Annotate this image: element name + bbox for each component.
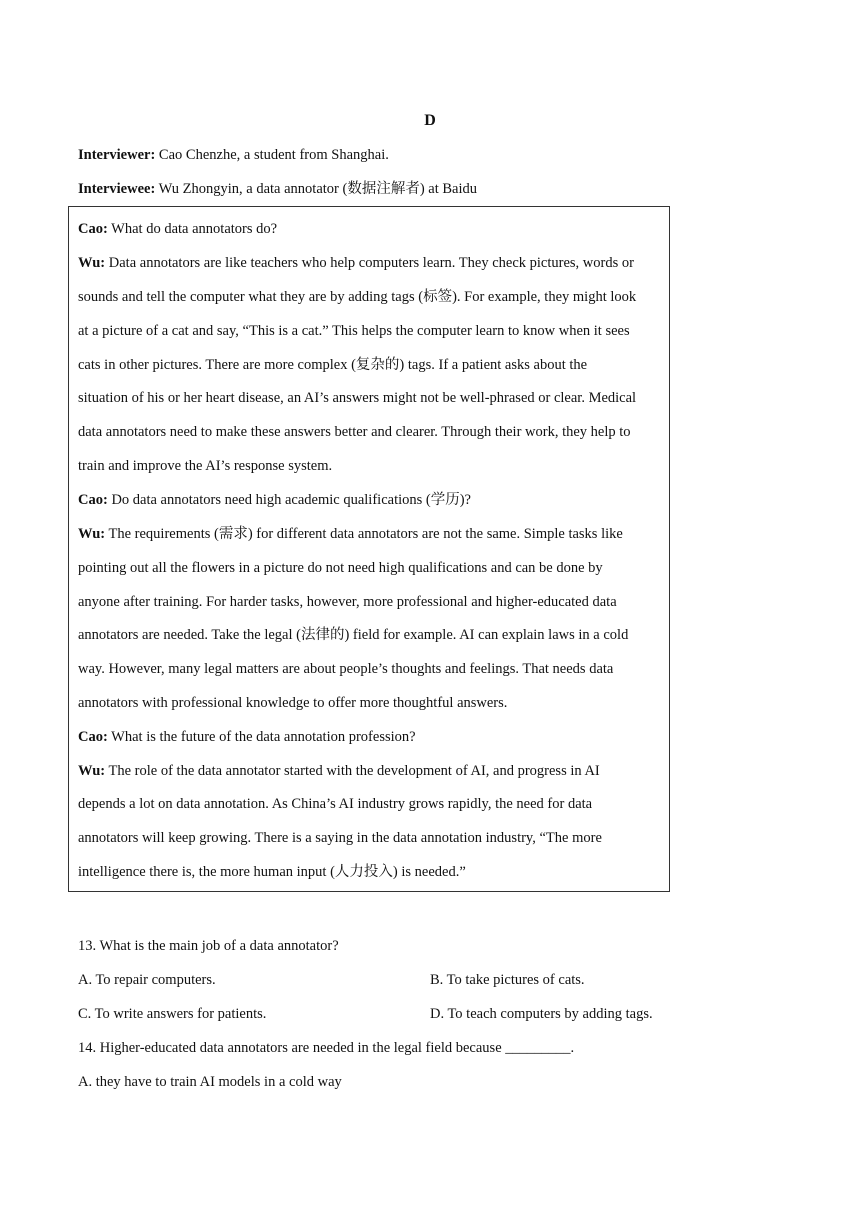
interviewer-text: Cao Chenzhe, a student from Shanghai. <box>155 147 389 163</box>
section-title: D <box>424 112 436 129</box>
question-14-option-a: A. they have to train AI models in a cold way <box>78 1074 342 1090</box>
question-13-option-c: C. To write answers for patients. <box>78 1006 267 1022</box>
dialogue-text: Do data annotators need high academic qualifications (学历)? <box>107 492 471 508</box>
question-13-option-b: B. To take pictures of cats. <box>430 972 585 988</box>
dialogue-line: pointing out all the flowers in a picture do not need high qualifications and can be done by <box>78 560 603 576</box>
dialogue-line: cats in other pictures. There are more complex (复杂的) tags. If a patient asks about the <box>78 357 588 373</box>
dialogue-line <box>78 253 634 273</box>
question-14-stem: 14. Higher-educated data annotators are needed in the legal field because _________. <box>78 1040 575 1056</box>
dialogue-line: annotators are needed. Take the legal (法律的) field for example. AI can explain laws in a cold <box>78 627 629 643</box>
dialogue-line: way. However, many legal matters are about people’s thoughts and feelings. That needs data <box>78 661 614 677</box>
dialogue-line <box>78 490 471 510</box>
dialogue-line: annotators will keep growing. There is a saying in the data annotation industry, “The more <box>78 830 602 846</box>
dialogue-text: Data annotators are like teachers who help computers learn. They check pictures, words or <box>105 255 634 271</box>
dialogue-line: at a picture of a cat and say, “This is a cat.” This helps the computer learn to know when it sees <box>78 323 630 339</box>
dialogue-line: annotators with professional knowledge to offer more thoughtful answers. <box>78 695 508 711</box>
speaker-label: Cao: <box>78 729 108 745</box>
dialogue-line <box>78 219 277 239</box>
interview-box <box>68 206 670 892</box>
dialogue-line: situation of his or her heart disease, an AI’s answers might not be well-phrased or clear. Medical <box>78 390 637 406</box>
dialogue-line: data annotators need to make these answers better and clearer. Through their work, they help to <box>78 424 631 440</box>
interviewee-text: Wu Zhongyin, a data annotator (数据注解者) at Baidu <box>155 181 478 197</box>
interviewer-label: Interviewer: <box>78 147 156 163</box>
speaker-label: Wu: <box>78 255 106 271</box>
dialogue-line <box>78 727 416 747</box>
dialogue-text: What is the future of the data annotation profession? <box>107 729 416 745</box>
dialogue-text: What do data annotators do? <box>107 221 278 237</box>
dialogue-line: depends a lot on data annotation. As China’s AI industry grows rapidly, the need for data <box>78 796 593 812</box>
speaker-label: Wu: <box>78 763 106 779</box>
question-13-option-d: D. To teach computers by adding tags. <box>430 1006 653 1022</box>
dialogue-line: sounds and tell the computer what they are by adding tags (标签). For example, they might look <box>78 289 637 305</box>
interviewee-label: Interviewee: <box>78 181 156 197</box>
speaker-label: Wu: <box>78 526 106 542</box>
question-13-option-a: A. To repair computers. <box>78 972 216 988</box>
interviewee-line <box>78 179 477 199</box>
dialogue-line: intelligence there is, the more human input (人力投入) is needed.” <box>78 864 466 880</box>
interviewer-line <box>78 145 389 165</box>
speaker-label: Cao: <box>78 221 108 237</box>
dialogue-line <box>78 524 623 544</box>
dialogue-line: anyone after training. For harder tasks, however, more professional and higher-educated data <box>78 594 617 610</box>
dialogue-text: The requirements (需求) for different data annotators are not the same. Simple tasks like <box>105 526 623 542</box>
speaker-label: Cao: <box>78 492 108 508</box>
dialogue-line: train and improve the AI’s response system. <box>78 458 333 474</box>
dialogue-line <box>78 761 600 781</box>
question-13-stem: 13. What is the main job of a data annotator? <box>78 938 339 954</box>
dialogue-text: The role of the data annotator started with the development of AI, and progress in AI <box>105 763 600 779</box>
